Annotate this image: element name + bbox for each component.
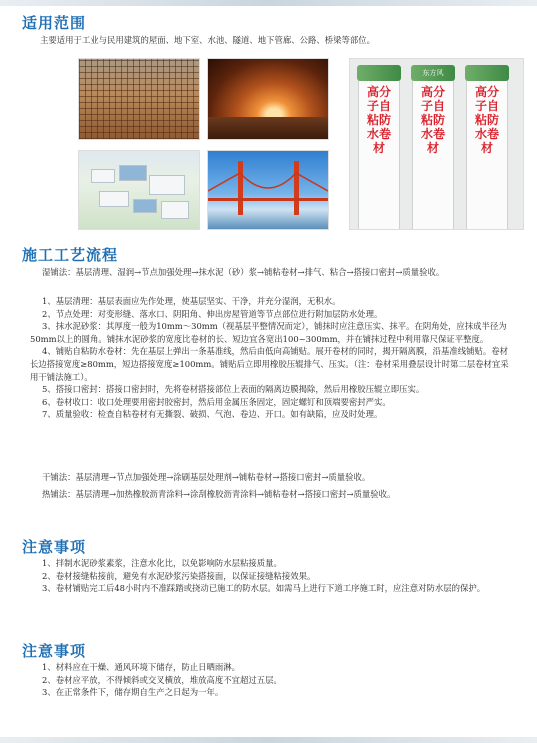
note-2-3: 3、在正常条件下，储存期自生产之日起为一年。 xyxy=(42,687,224,698)
step-4: 4、铺贴自粘防水卷材：先在基层上弹出一条基准线，然后由低向高铺贴。展开卷材的同时，揭开隔离膜，沿基准线铺贴。卷材长边搭接宽度≥80mm，短边搭接宽度≥100mm。铺贴后立即用橡胶压辊排气、压实。（注：卷材采用叠层设计时第二层卷材宜采用干铺法施工）。 xyxy=(30,346,509,382)
roll-1 xyxy=(358,69,400,230)
construction-site-photo xyxy=(78,58,200,140)
roll-3 xyxy=(466,69,508,230)
roll-label-1: 高分子自粘防水卷材 xyxy=(366,85,391,155)
bottom-border xyxy=(0,737,537,743)
roll-2 xyxy=(412,69,454,230)
step-5: 5、搭接口密封：搭接口密封时，先将卷材搭接部位上表面的隔离边膜揭除，然后用橡胶压辊立即压实。 xyxy=(42,384,425,395)
note-1-2: 2、卷材接缝粘接前，避免有水泥砂浆污染搭接面，以保证接缝粘接效果。 xyxy=(42,570,316,581)
notes-list-1 xyxy=(30,557,512,595)
roll-label-2: 高分子自粘防水卷材 xyxy=(420,85,445,155)
scope-text: 主要适用于工业与民用建筑的屋面、地下室、水池、隧道、地下管廊、公路、桥梁等部位。 xyxy=(40,35,375,45)
process-title: 施工工艺流程 xyxy=(22,246,119,264)
dry-method-text: 干铺法：基层清理→节点加强处理→涂刷基层处理剂→铺粘卷材→搭接口密封→质量验收。 xyxy=(42,472,371,482)
roll-label-3: 高分子自粘防水卷材 xyxy=(474,85,499,155)
waterproof-rolls-photo xyxy=(349,58,524,230)
notes-title-2: 注意事项 xyxy=(22,642,87,660)
note-2-1: 1、材料应在干燥、通风环境下储存，防止日晒雨淋。 xyxy=(42,662,240,672)
notes-title-1: 注意事项 xyxy=(22,538,87,556)
wet-method-text: 湿铺法：基层清理、湿润→节点加强处理→抹水泥（砂）浆→铺粘卷材→排气、粘合→搭接口密封→质量验收。 xyxy=(42,267,445,277)
step-3: 3、抹水泥砂浆：其厚度一般为10mm～30mm（视基层平整情况而定），铺抹时应注意压实、抹平。在阴角处，应抹成半径为50mm以上的圆角。铺抹水泥砂浆的宽度比卷材的长、短边宜各宽出100~300mm，并在铺抹过程中利用靠尺保证平整度。 xyxy=(30,321,507,344)
bridge-photo xyxy=(207,150,329,230)
step-1: 1、基层清理：基层表面应先作处理，使基层坚实、干净，并充分湿润，无积水。 xyxy=(42,296,341,306)
process-steps xyxy=(30,295,512,421)
tunnel-photo xyxy=(207,58,329,140)
scope-title: 适用范围 xyxy=(22,14,87,32)
note-1-1: 1、拌制水泥砂浆素浆，注意水化比，以免影响防水层粘接质量。 xyxy=(42,558,282,568)
roll-brand: 东方风 xyxy=(422,69,444,77)
step-7: 7、质量验收：检查自粘卷材有无撕裂、破损、气泡、卷边、开口。如有缺陷，应及时处理。 xyxy=(42,409,383,420)
step-2: 2、节点处理：对变形缝、落水口、阴阳角、伸出房屋管道等节点部位进行附加层防水处理。 xyxy=(42,308,383,319)
note-1-3: 3、卷材铺贴完工后48小时内不准踩踏或挠动已施工的防水层。如需马上进行下道工序施工时，应注意对防水层的保护。 xyxy=(42,583,486,594)
top-border xyxy=(0,0,537,6)
note-2-2: 2、卷材应平放，不得倾斜或交叉横放，堆放高度不宜超过五层。 xyxy=(42,674,282,685)
notes-list-2 xyxy=(30,661,512,699)
factory-aerial-photo xyxy=(78,150,200,230)
hot-method-text: 热铺法：基层清理→加热橡胶沥青涂料→涂刮橡胶沥青涂料→铺粘卷材→搭接口密封→质量验收。 xyxy=(42,489,396,499)
step-6: 6、卷材收口：收口处理要用密封胶密封，然后用金属压条固定，固定螺钉和顶端要密封严实。 xyxy=(42,396,391,407)
